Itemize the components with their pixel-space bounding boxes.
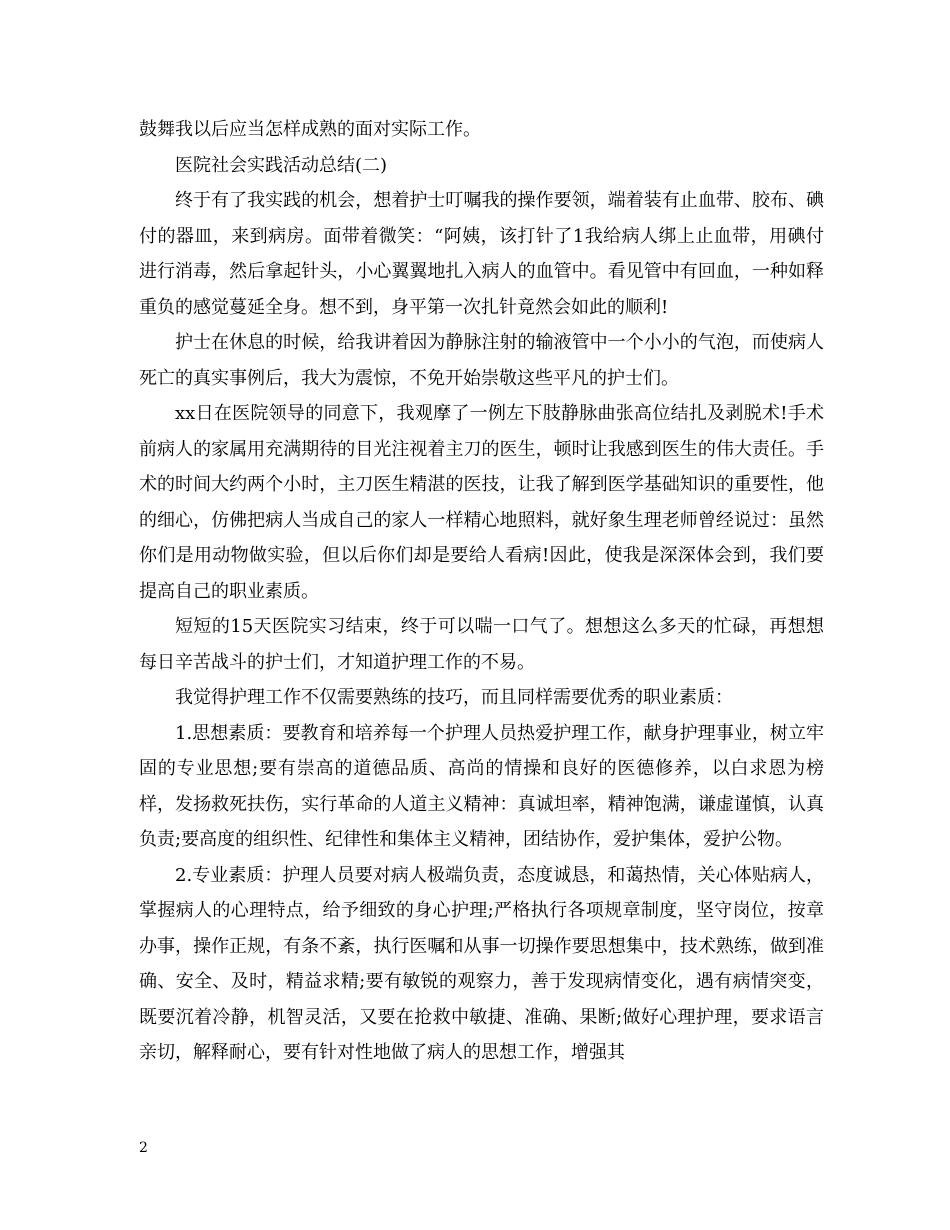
paragraph: 短短的15天医院实习结束，终于可以喘一口气了。想想这么多天的忙碌，再想想每日辛苦战斗的护士们，才知道护理工作的不易。 [139,616,824,673]
paragraph: 护士在休息的时候，给我讲着因为静脉注射的输液管中一个小小的气泡，而使病人死亡的真实事例后，我大为震惊，不免开始崇敬这些平凡的护士们。 [139,332,824,389]
list-item: 1.思想素质：要教育和培养每一个护理人员热爱护理工作，献身护理事业，树立牢固的专业思想;要有崇高的道德品质、高尚的情操和良好的医德修养，以白求恩为榜样，发扬救死扶伤，实行革命的人道主义精神：真诚坦率，精神饱满，谦虚谨慎，认真负责;要高度的组织性、纪律性和集体主义精神，团结协作，爱护集体，爱护公物。 [139,722,824,850]
section-heading: 医院社会实践活动总结(二) [175,154,388,176]
page-number: 2 [139,1140,148,1156]
paragraph-continuation: 鼓舞我以后应当怎样成熟的面对实际工作。 [139,119,481,140]
body-text [139,112,824,1071]
paragraph: 我觉得护理工作不仅需要熟练的技巧，而且同样需要优秀的职业素质： [175,687,733,708]
paragraph: 终于有了我实践的机会，想着护士叮嘱我的操作要领，端着装有止血带、胶布、碘付的器皿，来到病房。面带着微笑：“阿姨，该打针了1我给病人绑上止血带，用碘付进行消毒，然后拿起针头，小心翼翼地扎入病人的血管中。看见管中有回血，一种如释重负的感觉蔓延全身。想不到，身平第一次扎针竟然会如此的顺利! [139,190,824,318]
paragraph: xx日在医院领导的同意下，我观摩了一例左下肢静脉曲张高位结扎及剥脱术!手术前病人的家属用充满期待的目光注视着主刀的医生，顿时让我感到医生的伟大责任。手术的时间大约两个小时，主刀医生精湛的医技，让我了解到医学基础知识的重要性，他的细心，仿佛把病人当成自己的家人一样精心地照料，就好象生理老师曾经说过：虽然你们是用动物做实验，但以后你们却是要给人看病!因此，使我是深深体会到，我们要提高自己的职业素质。 [139,403,824,602]
list-item: 2.专业素质：护理人员要对病人极端负责，态度诚恳，和蔼热情，关心体贴病人，掌握病人的心理特点，给予细致的身心护理;严格执行各项规章制度，坚守岗位，按章办事，操作正规，有条不紊，执行医嘱和从事一切操作要思想集中，技术熟练，做到准确、安全、及时，精益求精;要有敏锐的观察力，善于发现病情变化，遇有病情突变，既要沉着冷静，机智灵活，又要在抢救中敏捷、准确、果断;做好心理护理，要求语言亲切，解释耐心，要有针对性地做了病人的思想工作，增强其 [139,864,824,1063]
